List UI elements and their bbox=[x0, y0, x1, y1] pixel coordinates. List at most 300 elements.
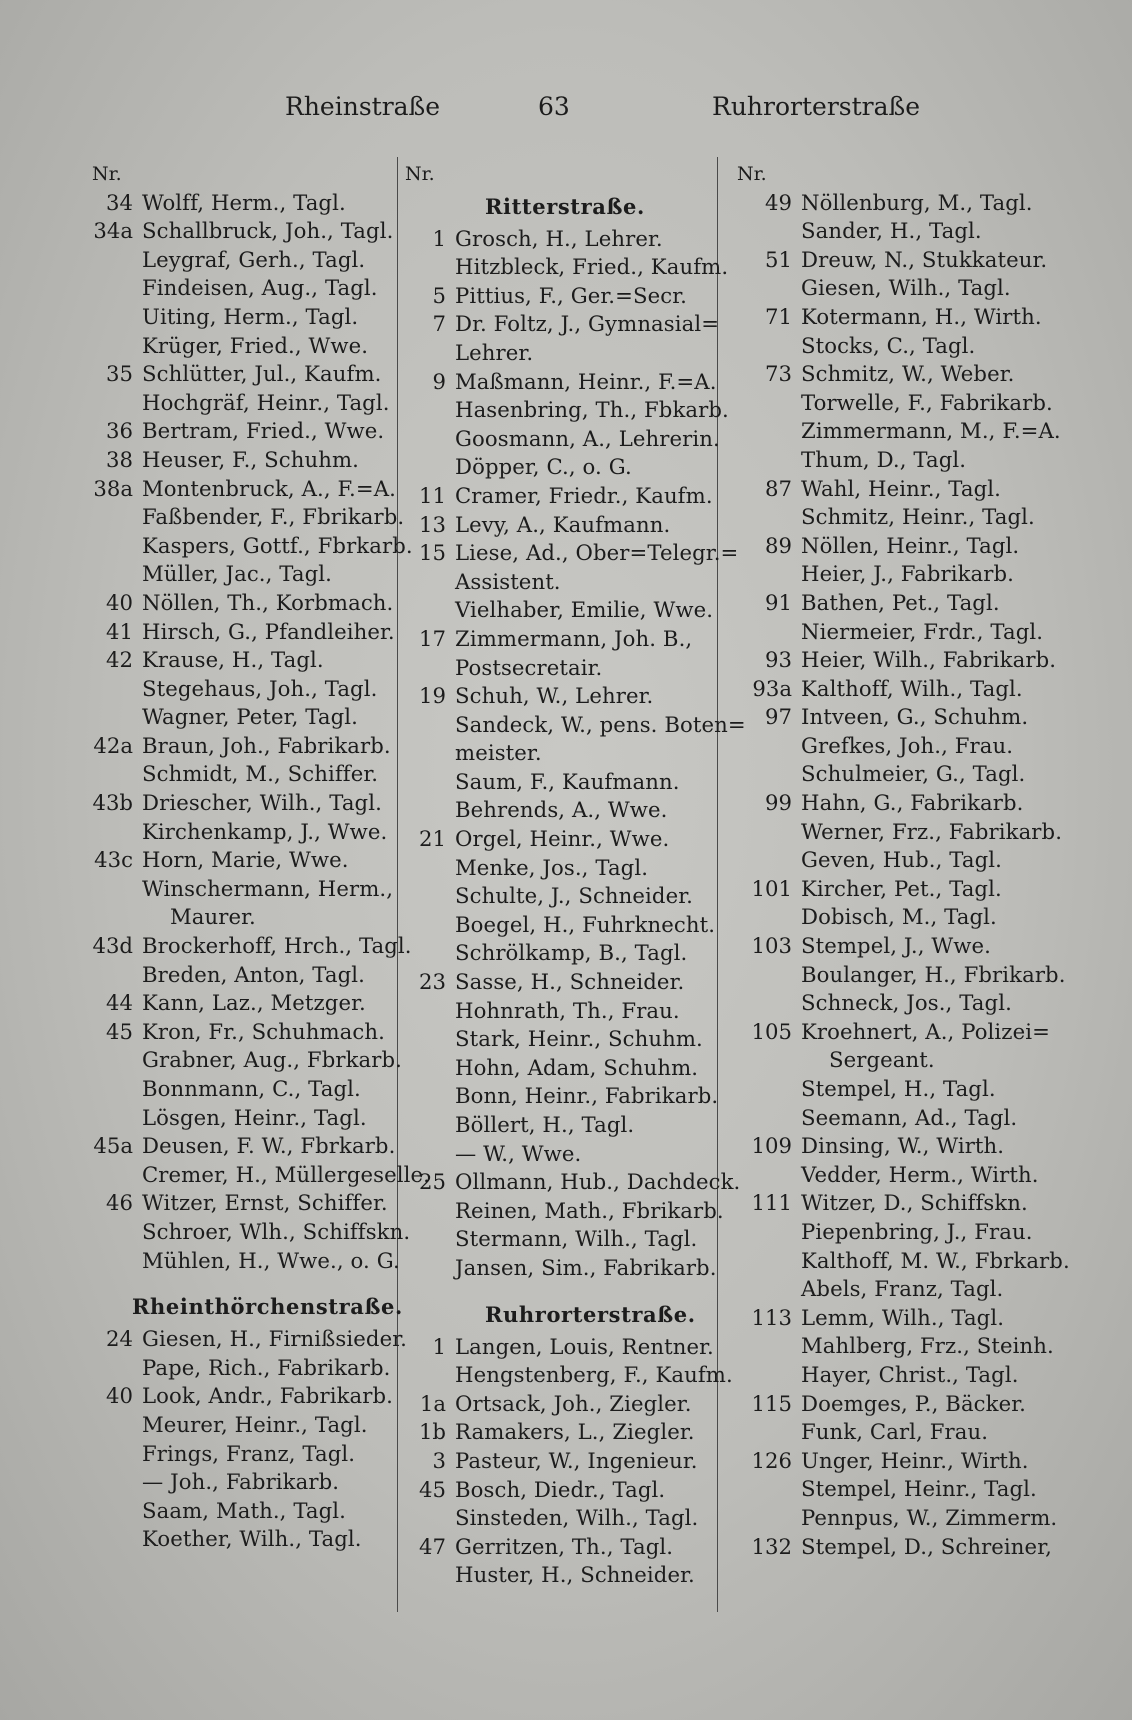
resident-entry: Breden, Anton, Tagl. bbox=[142, 961, 365, 987]
house-number bbox=[405, 939, 455, 968]
house-number bbox=[405, 1140, 455, 1169]
house-number bbox=[405, 1197, 455, 1226]
house-number bbox=[737, 332, 801, 361]
house-number bbox=[405, 997, 455, 1026]
resident-entry: Stocks, C., Tagl. bbox=[801, 332, 976, 358]
resident-entry: Doemges, P., Bäcker. bbox=[801, 1390, 1026, 1416]
resident-entry: Kaspers, Gottf., Fbrkarb. bbox=[142, 532, 413, 558]
resident-entry: Frings, Franz, Tagl. bbox=[142, 1440, 356, 1466]
directory-entry bbox=[92, 1325, 407, 1354]
resident-entry: Driescher, Wilh., Tagl. bbox=[142, 790, 382, 816]
resident-entry: Dobisch, M., Tagl. bbox=[801, 904, 997, 930]
house-number bbox=[92, 1247, 142, 1276]
house-number: 45 bbox=[419, 1476, 446, 1502]
resident-entry: Saam, Math., Tagl. bbox=[142, 1497, 347, 1523]
house-number: 11 bbox=[419, 482, 446, 508]
house-number: 3 bbox=[432, 1447, 446, 1473]
page-header bbox=[0, 92, 1132, 128]
directory-entry bbox=[737, 560, 1067, 589]
resident-entry: Schulmeier, G., Tagl. bbox=[801, 761, 1026, 787]
resident-entry: Hahn, G., Fabrikarb. bbox=[801, 790, 1024, 816]
directory-column-1 bbox=[92, 160, 430, 1554]
header-right-street: Ruhrorterstraße bbox=[712, 92, 920, 121]
house-number: 71 bbox=[765, 303, 792, 329]
resident-entry: Sander, H., Tagl. bbox=[801, 218, 982, 244]
resident-entry: Schallbruck, Joh., Tagl. bbox=[142, 218, 394, 244]
resident-entry: Boegel, H., Fuhrknecht. bbox=[455, 911, 716, 937]
directory-entry bbox=[92, 789, 392, 818]
house-number bbox=[737, 389, 801, 418]
house-number bbox=[737, 961, 801, 990]
directory-entry bbox=[92, 1104, 392, 1133]
house-number: 45a bbox=[93, 1133, 133, 1159]
directory-entry bbox=[737, 789, 1067, 818]
resident-entry: Schuh, W., Lehrer. bbox=[455, 683, 654, 709]
directory-entry bbox=[405, 539, 739, 568]
house-number bbox=[92, 1497, 142, 1526]
directory-entry bbox=[737, 332, 1067, 361]
resident-entry: Piepenbring, J., Frau. bbox=[801, 1218, 1033, 1244]
house-number: 34a bbox=[93, 218, 133, 244]
directory-entry bbox=[405, 425, 720, 454]
house-number bbox=[92, 1046, 142, 1075]
house-number: 91 bbox=[765, 589, 792, 615]
house-number bbox=[737, 560, 801, 589]
directory-entry bbox=[737, 1104, 1067, 1133]
directory-entry bbox=[405, 568, 712, 597]
directory-entry bbox=[405, 1168, 741, 1197]
resident-entry: Cramer, Friedr., Kaufm. bbox=[455, 482, 713, 508]
directory-entry bbox=[405, 482, 712, 511]
resident-entry: Jansen, Sim., Fabrikarb. bbox=[455, 1254, 717, 1280]
directory-entry bbox=[92, 1440, 392, 1469]
house-number bbox=[737, 760, 801, 789]
resident-entry: Giesen, Wilh., Tagl. bbox=[801, 275, 1011, 301]
directory-entry bbox=[737, 360, 1067, 389]
column-nr-label: Nr. bbox=[92, 163, 122, 185]
house-number bbox=[737, 446, 801, 475]
house-number bbox=[92, 1161, 142, 1190]
directory-entry bbox=[737, 703, 1067, 732]
house-number bbox=[92, 1075, 142, 1104]
resident-entry: Kalthoff, M. W., Fbrkarb. bbox=[801, 1247, 1070, 1273]
resident-entry: Saum, F., Kaufmann. bbox=[455, 768, 680, 794]
resident-entry: Döpper, C., o. G. bbox=[455, 454, 632, 480]
directory-entry bbox=[405, 282, 712, 311]
directory-entry bbox=[737, 903, 1067, 932]
directory-entry bbox=[92, 1497, 392, 1526]
resident-entry: Uiting, Herm., Tagl. bbox=[142, 303, 359, 329]
house-number: 40 bbox=[106, 1383, 133, 1409]
directory-entry bbox=[737, 532, 1067, 561]
house-number bbox=[92, 1525, 142, 1554]
directory-entry bbox=[737, 417, 1067, 446]
directory-entry bbox=[92, 703, 392, 732]
house-number: 5 bbox=[432, 282, 446, 308]
directory-entry bbox=[92, 303, 392, 332]
resident-entry: Witzer, Ernst, Schiffer. bbox=[142, 1190, 388, 1216]
directory-entry bbox=[92, 475, 396, 504]
resident-entry: Zimmermann, M., F.=A. bbox=[801, 418, 1061, 444]
resident-entry: Schroer, Wlh., Schiffskn. bbox=[142, 1218, 411, 1244]
directory-entry bbox=[92, 1189, 392, 1218]
house-number bbox=[405, 854, 455, 883]
resident-entry: Sergeant. bbox=[829, 1047, 935, 1073]
resident-entry: Stempel, H., Tagl. bbox=[801, 1076, 996, 1101]
resident-entry: Langen, Louis, Rentner. bbox=[455, 1333, 714, 1359]
house-number: 97 bbox=[765, 704, 792, 730]
house-number: 38 bbox=[106, 446, 133, 472]
resident-entry: Heuser, F., Schuhm. bbox=[142, 446, 359, 472]
house-number bbox=[92, 1218, 142, 1247]
resident-entry: Sandeck, W., pens. Boten= bbox=[455, 711, 746, 737]
resident-entry: Kirchenkamp, J., Wwe. bbox=[142, 818, 388, 844]
directory-entry bbox=[405, 596, 712, 625]
directory-entry bbox=[737, 274, 1067, 303]
resident-entry: Montenbruck, A., F.=A. bbox=[142, 475, 396, 501]
resident-entry: Reinen, Math., Fbrikarb. bbox=[455, 1197, 724, 1223]
header-left-street: Rheinstraße bbox=[285, 92, 441, 121]
directory-entry bbox=[92, 1161, 430, 1190]
house-number bbox=[92, 818, 142, 847]
resident-entry: Stempel, Heinr., Tagl. bbox=[801, 1476, 1037, 1502]
resident-entry: Wagner, Peter, Tagl. bbox=[142, 704, 358, 730]
resident-entry: Kircher, Pet., Tagl. bbox=[801, 875, 1002, 901]
house-number bbox=[405, 739, 455, 768]
resident-entry: Pape, Rich., Fabrikarb. bbox=[142, 1354, 391, 1380]
house-number bbox=[405, 1111, 455, 1140]
house-number: 46 bbox=[106, 1190, 133, 1216]
directory-entry bbox=[737, 818, 1067, 847]
directory-entry bbox=[405, 1447, 712, 1476]
directory-entry bbox=[405, 511, 712, 540]
resident-entry: Hengstenberg, F., Kaufm. bbox=[455, 1362, 733, 1388]
directory-entry bbox=[737, 1332, 1067, 1361]
resident-entry: Huster, H., Schneider. bbox=[455, 1562, 695, 1588]
resident-entry: Hayer, Christ., Tagl. bbox=[801, 1361, 1019, 1387]
house-number bbox=[737, 417, 801, 446]
resident-entry: Assistent. bbox=[455, 568, 561, 594]
house-number: 73 bbox=[765, 361, 792, 387]
directory-entry bbox=[405, 739, 712, 768]
directory-entry bbox=[737, 303, 1067, 332]
resident-entry: Faßbender, F., Fbrikarb. bbox=[142, 504, 405, 530]
directory-entry bbox=[405, 1333, 712, 1362]
directory-entry bbox=[405, 310, 720, 339]
resident-entry: Giesen, H., Firnißsieder. bbox=[142, 1326, 407, 1352]
directory-entry bbox=[737, 446, 1067, 475]
house-number bbox=[405, 882, 455, 911]
resident-entry: Witzer, D., Schiffskn. bbox=[801, 1190, 1028, 1216]
house-number bbox=[405, 1361, 455, 1390]
resident-entry: Mühlen, H., Wwe., o. G. bbox=[142, 1247, 400, 1273]
directory-entry bbox=[92, 1382, 392, 1411]
house-number: 38a bbox=[93, 475, 133, 501]
resident-entry: Hitzbleck, Fried., Kaufm. bbox=[455, 254, 729, 280]
directory-entry bbox=[92, 1411, 392, 1440]
directory-entry bbox=[92, 1354, 392, 1383]
directory-entry bbox=[737, 675, 1067, 704]
resident-entry: Brockerhoff, Hrch., Tagl. bbox=[142, 933, 412, 959]
directory-entry bbox=[737, 1304, 1067, 1333]
house-number: 17 bbox=[419, 625, 446, 651]
resident-entry: Stark, Heinr., Schuhm. bbox=[455, 1026, 703, 1052]
resident-entry: Funk, Carl, Frau. bbox=[801, 1419, 989, 1445]
directory-entry bbox=[92, 675, 392, 704]
resident-entry: Orgel, Heinr., Wwe. bbox=[455, 826, 670, 852]
directory-column-3 bbox=[737, 160, 1070, 1561]
house-number: 42 bbox=[106, 647, 133, 673]
directory-entry bbox=[92, 417, 392, 446]
directory-entry bbox=[92, 732, 392, 761]
resident-entry: — Joh., Fabrikarb. bbox=[142, 1469, 340, 1495]
resident-entry: Geven, Hub., Tagl. bbox=[801, 847, 1002, 873]
directory-entry bbox=[405, 1533, 712, 1562]
directory-entry bbox=[405, 339, 712, 368]
resident-entry: — W., Wwe. bbox=[455, 1140, 582, 1166]
directory-entry bbox=[737, 1018, 1067, 1047]
directory-entry bbox=[92, 389, 392, 418]
house-number: 103 bbox=[751, 933, 792, 959]
directory-entry bbox=[737, 875, 1067, 904]
resident-entry: Schmidt, M., Schiffer. bbox=[142, 761, 379, 787]
house-number bbox=[405, 568, 455, 597]
resident-entry: Bosch, Diedr., Tagl. bbox=[455, 1476, 666, 1502]
resident-entry: Müller, Jac., Tagl. bbox=[142, 561, 332, 587]
resident-entry: Koether, Wilh., Tagl. bbox=[142, 1526, 362, 1552]
house-number: 36 bbox=[106, 418, 133, 444]
house-number bbox=[737, 1504, 801, 1533]
resident-entry: Kalthoff, Wilh., Tagl. bbox=[801, 675, 1023, 701]
resident-entry: Schneck, Jos., Tagl. bbox=[801, 990, 1012, 1016]
resident-entry: Dr. Foltz, J., Gymnasial= bbox=[455, 311, 720, 337]
house-number bbox=[405, 596, 455, 625]
directory-entry bbox=[405, 939, 712, 968]
house-number: 43b bbox=[92, 790, 133, 816]
directory-entry bbox=[405, 1504, 712, 1533]
house-number bbox=[737, 1247, 801, 1276]
resident-entry: Hohn, Adam, Schuhm. bbox=[455, 1054, 699, 1080]
resident-entry: Horn, Marie, Wwe. bbox=[142, 847, 349, 873]
resident-entry: Vielhaber, Emilie, Wwe. bbox=[455, 597, 714, 623]
house-number bbox=[737, 274, 801, 303]
page-number: 63 bbox=[538, 92, 570, 121]
house-number: 35 bbox=[106, 361, 133, 387]
resident-entry: Abels, Franz, Tagl. bbox=[801, 1276, 1004, 1302]
house-number bbox=[92, 246, 142, 275]
resident-entry: Grosch, H., Lehrer. bbox=[455, 225, 663, 251]
house-number bbox=[405, 1504, 455, 1533]
house-number: 93 bbox=[765, 647, 792, 673]
resident-entry: Findeisen, Aug., Tagl. bbox=[142, 275, 378, 301]
resident-entry: Schulte, J., Schneider. bbox=[455, 883, 693, 909]
directory-entry bbox=[737, 1218, 1067, 1247]
directory-entry bbox=[92, 1046, 403, 1075]
resident-entry: Schlütter, Jul., Kaufm. bbox=[142, 361, 382, 387]
house-number bbox=[405, 1025, 455, 1054]
house-number: 9 bbox=[432, 368, 446, 394]
directory-entry bbox=[92, 332, 392, 361]
house-number: 47 bbox=[419, 1533, 446, 1559]
house-number: 1a bbox=[419, 1390, 446, 1416]
house-number bbox=[405, 911, 455, 940]
house-number bbox=[92, 961, 142, 990]
house-number: 23 bbox=[419, 969, 446, 995]
resident-entry: Schmitz, Heinr., Tagl. bbox=[801, 504, 1035, 530]
house-number: 7 bbox=[432, 311, 446, 337]
directory-entry bbox=[737, 846, 1067, 875]
house-number bbox=[737, 618, 801, 647]
directory-entry bbox=[405, 854, 712, 883]
directory-entry bbox=[92, 618, 395, 647]
resident-entry: Böllert, H., Tagl. bbox=[455, 1112, 635, 1137]
house-number: 1b bbox=[418, 1419, 446, 1445]
house-number bbox=[405, 453, 455, 482]
directory-entry bbox=[92, 274, 392, 303]
directory-entry bbox=[405, 1361, 733, 1390]
directory-entry bbox=[737, 989, 1067, 1018]
resident-entry: Ollmann, Hub., Dachdeck. bbox=[455, 1169, 741, 1195]
directory-entry bbox=[737, 1361, 1067, 1390]
house-number bbox=[92, 274, 142, 303]
house-number: 44 bbox=[106, 990, 133, 1016]
resident-entry: Stempel, D., Schreiner, bbox=[801, 1533, 1052, 1559]
resident-entry: Hochgräf, Heinr., Tagl. bbox=[142, 389, 390, 415]
house-number bbox=[405, 711, 455, 740]
house-number bbox=[737, 732, 801, 761]
directory-entry bbox=[737, 1075, 1067, 1104]
house-number: 40 bbox=[106, 589, 133, 615]
directory-entry bbox=[405, 1054, 712, 1083]
resident-entry: Kotermann, H., Wirth. bbox=[801, 303, 1042, 329]
directory-entry bbox=[737, 589, 1067, 618]
directory-entry bbox=[92, 760, 392, 789]
directory-entry bbox=[737, 475, 1067, 504]
house-number: 13 bbox=[419, 511, 446, 537]
house-number: 19 bbox=[419, 683, 446, 709]
resident-entry: Leygraf, Gerh., Tagl. bbox=[142, 246, 366, 272]
house-number bbox=[92, 1104, 142, 1133]
directory-entry bbox=[92, 1075, 392, 1104]
house-number: 89 bbox=[765, 532, 792, 558]
house-number bbox=[92, 1354, 142, 1383]
directory-entry bbox=[405, 396, 729, 425]
directory-entry bbox=[92, 189, 392, 218]
resident-entry: Behrends, A., Wwe. bbox=[455, 797, 668, 823]
directory-entry bbox=[405, 1082, 719, 1111]
directory-entry bbox=[92, 217, 392, 246]
house-number bbox=[737, 1475, 801, 1504]
directory-entry bbox=[405, 253, 729, 282]
house-number: 24 bbox=[106, 1326, 133, 1352]
resident-entry: Stegehaus, Joh., Tagl. bbox=[142, 675, 378, 701]
house-number bbox=[737, 1104, 801, 1133]
directory-entry bbox=[92, 903, 392, 932]
resident-entry: Intveen, G., Schuhm. bbox=[801, 704, 1029, 730]
directory-entry bbox=[737, 1046, 1067, 1075]
directory-entry bbox=[405, 968, 712, 997]
directory-entry bbox=[92, 1218, 411, 1247]
directory-entry bbox=[737, 1247, 1070, 1276]
house-number bbox=[92, 1440, 142, 1469]
resident-entry: Bonnmann, C., Tagl. bbox=[142, 1076, 361, 1101]
directory-entry bbox=[405, 1025, 712, 1054]
directory-entry bbox=[737, 1390, 1067, 1419]
directory-entry bbox=[405, 453, 712, 482]
directory-entry bbox=[405, 368, 717, 397]
resident-entry: Unger, Heinr., Wirth. bbox=[801, 1447, 1029, 1473]
resident-entry: Menke, Jos., Tagl. bbox=[455, 854, 649, 880]
resident-entry: Gerritzen, Th., Tagl. bbox=[455, 1533, 674, 1559]
house-number: 113 bbox=[751, 1304, 792, 1330]
resident-entry: Kroehnert, A., Polizei= bbox=[801, 1018, 1050, 1044]
resident-entry: Niermeier, Frdr., Tagl. bbox=[801, 618, 1044, 644]
directory-column-2 bbox=[405, 160, 746, 1590]
house-number: 1 bbox=[432, 225, 446, 251]
resident-entry: Thum, D., Tagl. bbox=[801, 446, 967, 472]
resident-entry: Seemann, Ad., Tagl. bbox=[801, 1104, 1018, 1130]
directory-entry bbox=[737, 189, 1067, 218]
house-number: 109 bbox=[751, 1133, 792, 1159]
directory-entry bbox=[92, 1247, 400, 1276]
directory-entry bbox=[405, 796, 712, 825]
directory-entry bbox=[737, 1504, 1067, 1533]
directory-entry bbox=[737, 1475, 1067, 1504]
directory-entry bbox=[405, 768, 712, 797]
directory-entry bbox=[92, 446, 392, 475]
resident-entry: Nöllen, Heinr., Tagl. bbox=[801, 532, 1020, 558]
directory-entry bbox=[737, 217, 1067, 246]
house-number bbox=[92, 303, 142, 332]
house-number bbox=[737, 1075, 801, 1104]
resident-entry: Torwelle, F., Fabrikarb. bbox=[801, 389, 1053, 415]
house-number: 15 bbox=[419, 540, 446, 566]
resident-entry: Winschermann, Herm., bbox=[142, 875, 394, 901]
house-number: 101 bbox=[751, 875, 792, 901]
house-number bbox=[405, 425, 455, 454]
directory-entry bbox=[737, 503, 1067, 532]
directory-entry bbox=[92, 532, 413, 561]
resident-entry: Stempel, J., Wwe. bbox=[801, 933, 991, 959]
house-number bbox=[405, 796, 455, 825]
house-number bbox=[92, 675, 142, 704]
directory-entry bbox=[405, 625, 712, 654]
directory-entry bbox=[737, 1447, 1067, 1476]
resident-entry: Ortsack, Joh., Ziegler. bbox=[455, 1390, 692, 1416]
directory-entry bbox=[92, 360, 392, 389]
directory-entry bbox=[405, 825, 712, 854]
resident-entry: Nöllen, Th., Korbmach. bbox=[142, 589, 394, 615]
house-number bbox=[92, 875, 142, 904]
house-number bbox=[405, 1254, 455, 1283]
directory-entry bbox=[92, 846, 392, 875]
resident-entry: Wolff, Herm., Tagl. bbox=[142, 189, 346, 215]
resident-entry: Heier, J., Fabrikarb. bbox=[801, 561, 1015, 587]
house-number bbox=[737, 1418, 801, 1447]
resident-entry: Sasse, H., Schneider. bbox=[455, 969, 685, 995]
house-number: 25 bbox=[419, 1169, 446, 1195]
directory-entry bbox=[92, 589, 392, 618]
directory-entry bbox=[737, 1161, 1067, 1190]
street-heading: Ruhrorterstraße. bbox=[485, 1301, 696, 1327]
resident-entry: Werner, Frz., Fabrikarb. bbox=[801, 818, 1063, 844]
directory-entry bbox=[737, 760, 1067, 789]
resident-entry: Postsecretair. bbox=[455, 654, 603, 680]
directory-entry bbox=[737, 732, 1067, 761]
directory-entry bbox=[92, 961, 392, 990]
house-number bbox=[92, 532, 142, 561]
directory-entry bbox=[737, 1189, 1067, 1218]
